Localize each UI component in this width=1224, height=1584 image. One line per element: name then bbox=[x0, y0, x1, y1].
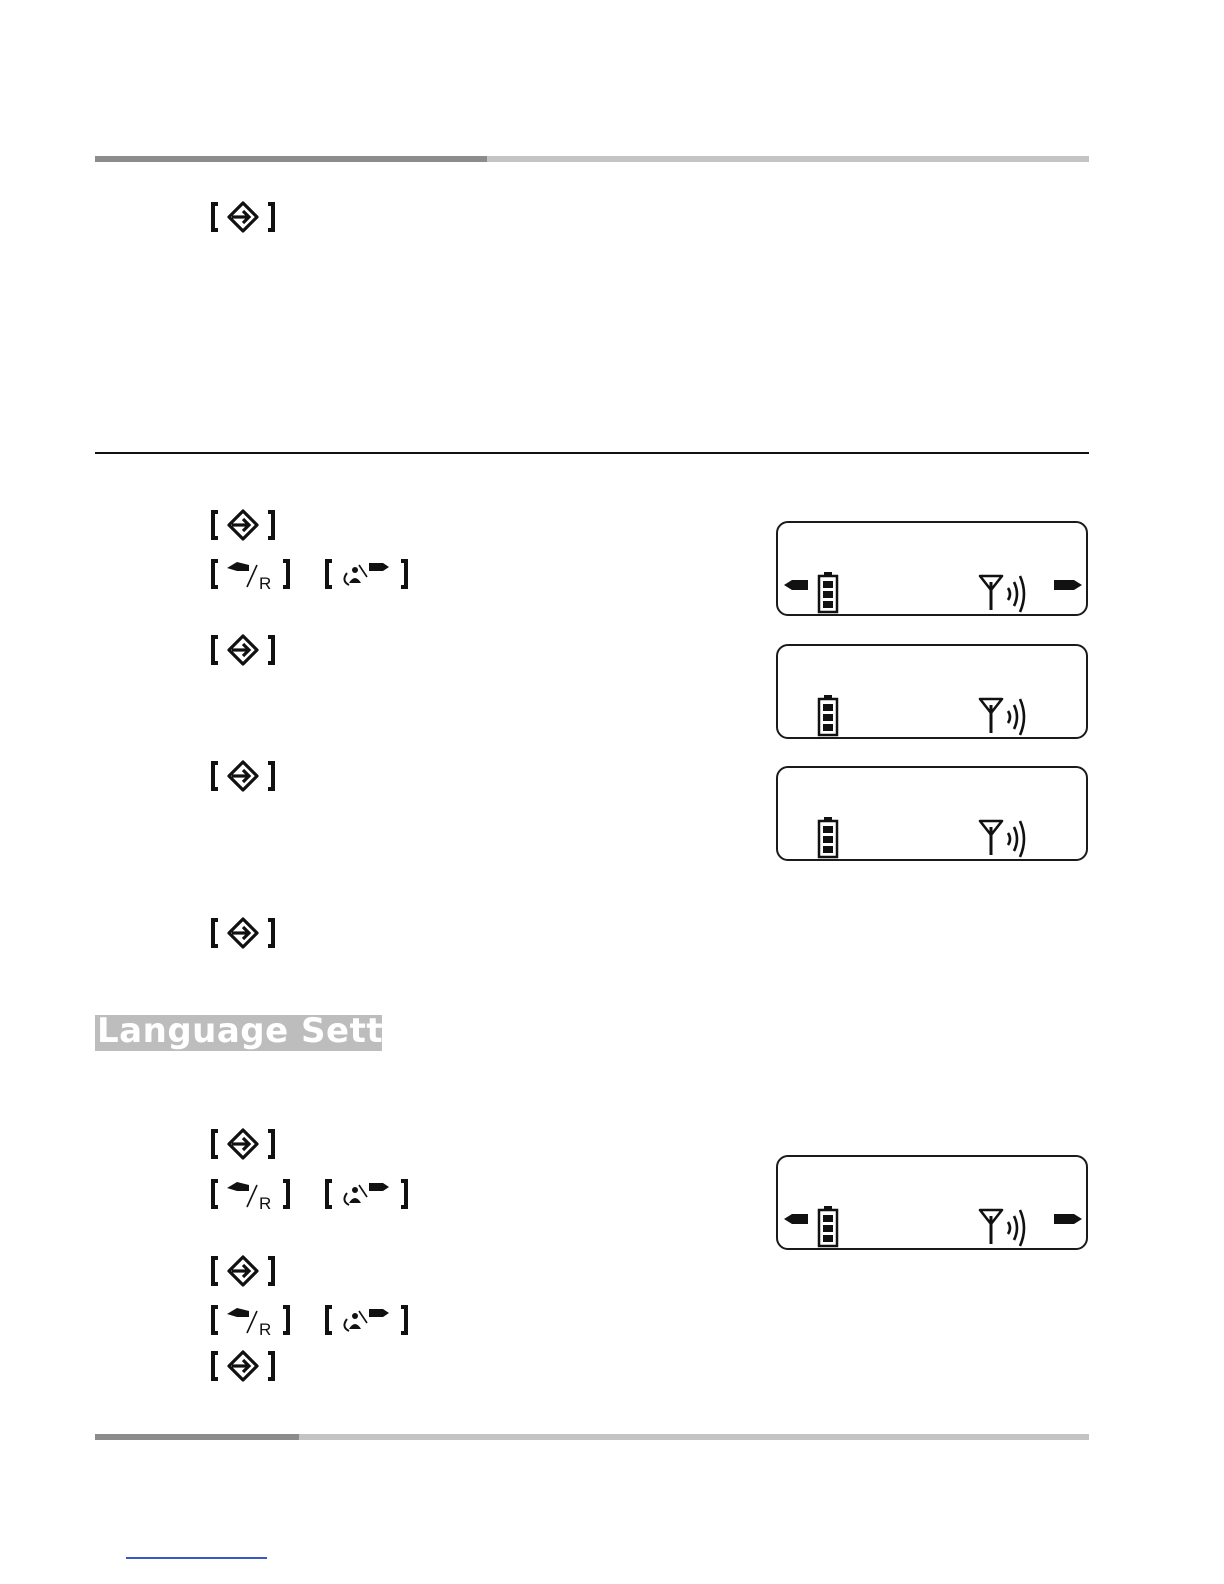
battery-icon bbox=[818, 1206, 838, 1246]
signal-icon bbox=[978, 695, 1028, 737]
lcd-screen-2 bbox=[776, 644, 1088, 739]
right-arrow-icon bbox=[1054, 1214, 1082, 1224]
ok-key-icon bbox=[207, 1349, 279, 1383]
lcd-screen-1 bbox=[776, 521, 1088, 616]
signal-icon bbox=[978, 1206, 1028, 1248]
signal-icon bbox=[978, 817, 1028, 859]
ok-key-icon bbox=[207, 916, 279, 950]
link-underline[interactable] bbox=[126, 1557, 267, 1559]
battery-icon bbox=[818, 695, 838, 735]
footer-rule-dark bbox=[95, 1434, 299, 1440]
left-right-keys-icon bbox=[207, 1177, 417, 1211]
section-divider bbox=[95, 452, 1089, 454]
left-right-keys-icon bbox=[207, 1303, 417, 1337]
footer-rule-light bbox=[299, 1434, 1089, 1440]
right-arrow-icon bbox=[1054, 580, 1082, 590]
ok-key-icon bbox=[207, 633, 279, 667]
ok-key-icon bbox=[207, 1254, 279, 1288]
ok-key-icon bbox=[207, 200, 279, 234]
battery-icon bbox=[818, 817, 838, 857]
ok-key-icon bbox=[207, 759, 279, 793]
battery-icon bbox=[818, 572, 838, 612]
section-heading bbox=[95, 1011, 445, 1051]
left-right-keys-icon bbox=[207, 557, 417, 591]
left-arrow-icon bbox=[784, 580, 808, 590]
lcd-screen-4 bbox=[776, 1155, 1088, 1250]
header-rule-dark bbox=[95, 156, 487, 162]
section-heading-text: Language Setting bbox=[97, 1011, 445, 1051]
ok-key-icon bbox=[207, 1127, 279, 1161]
lcd-screen-3 bbox=[776, 766, 1088, 861]
signal-icon bbox=[978, 572, 1028, 614]
left-arrow-icon bbox=[784, 1214, 808, 1224]
header-rule-light bbox=[487, 156, 1089, 162]
ok-key-icon bbox=[207, 508, 279, 542]
